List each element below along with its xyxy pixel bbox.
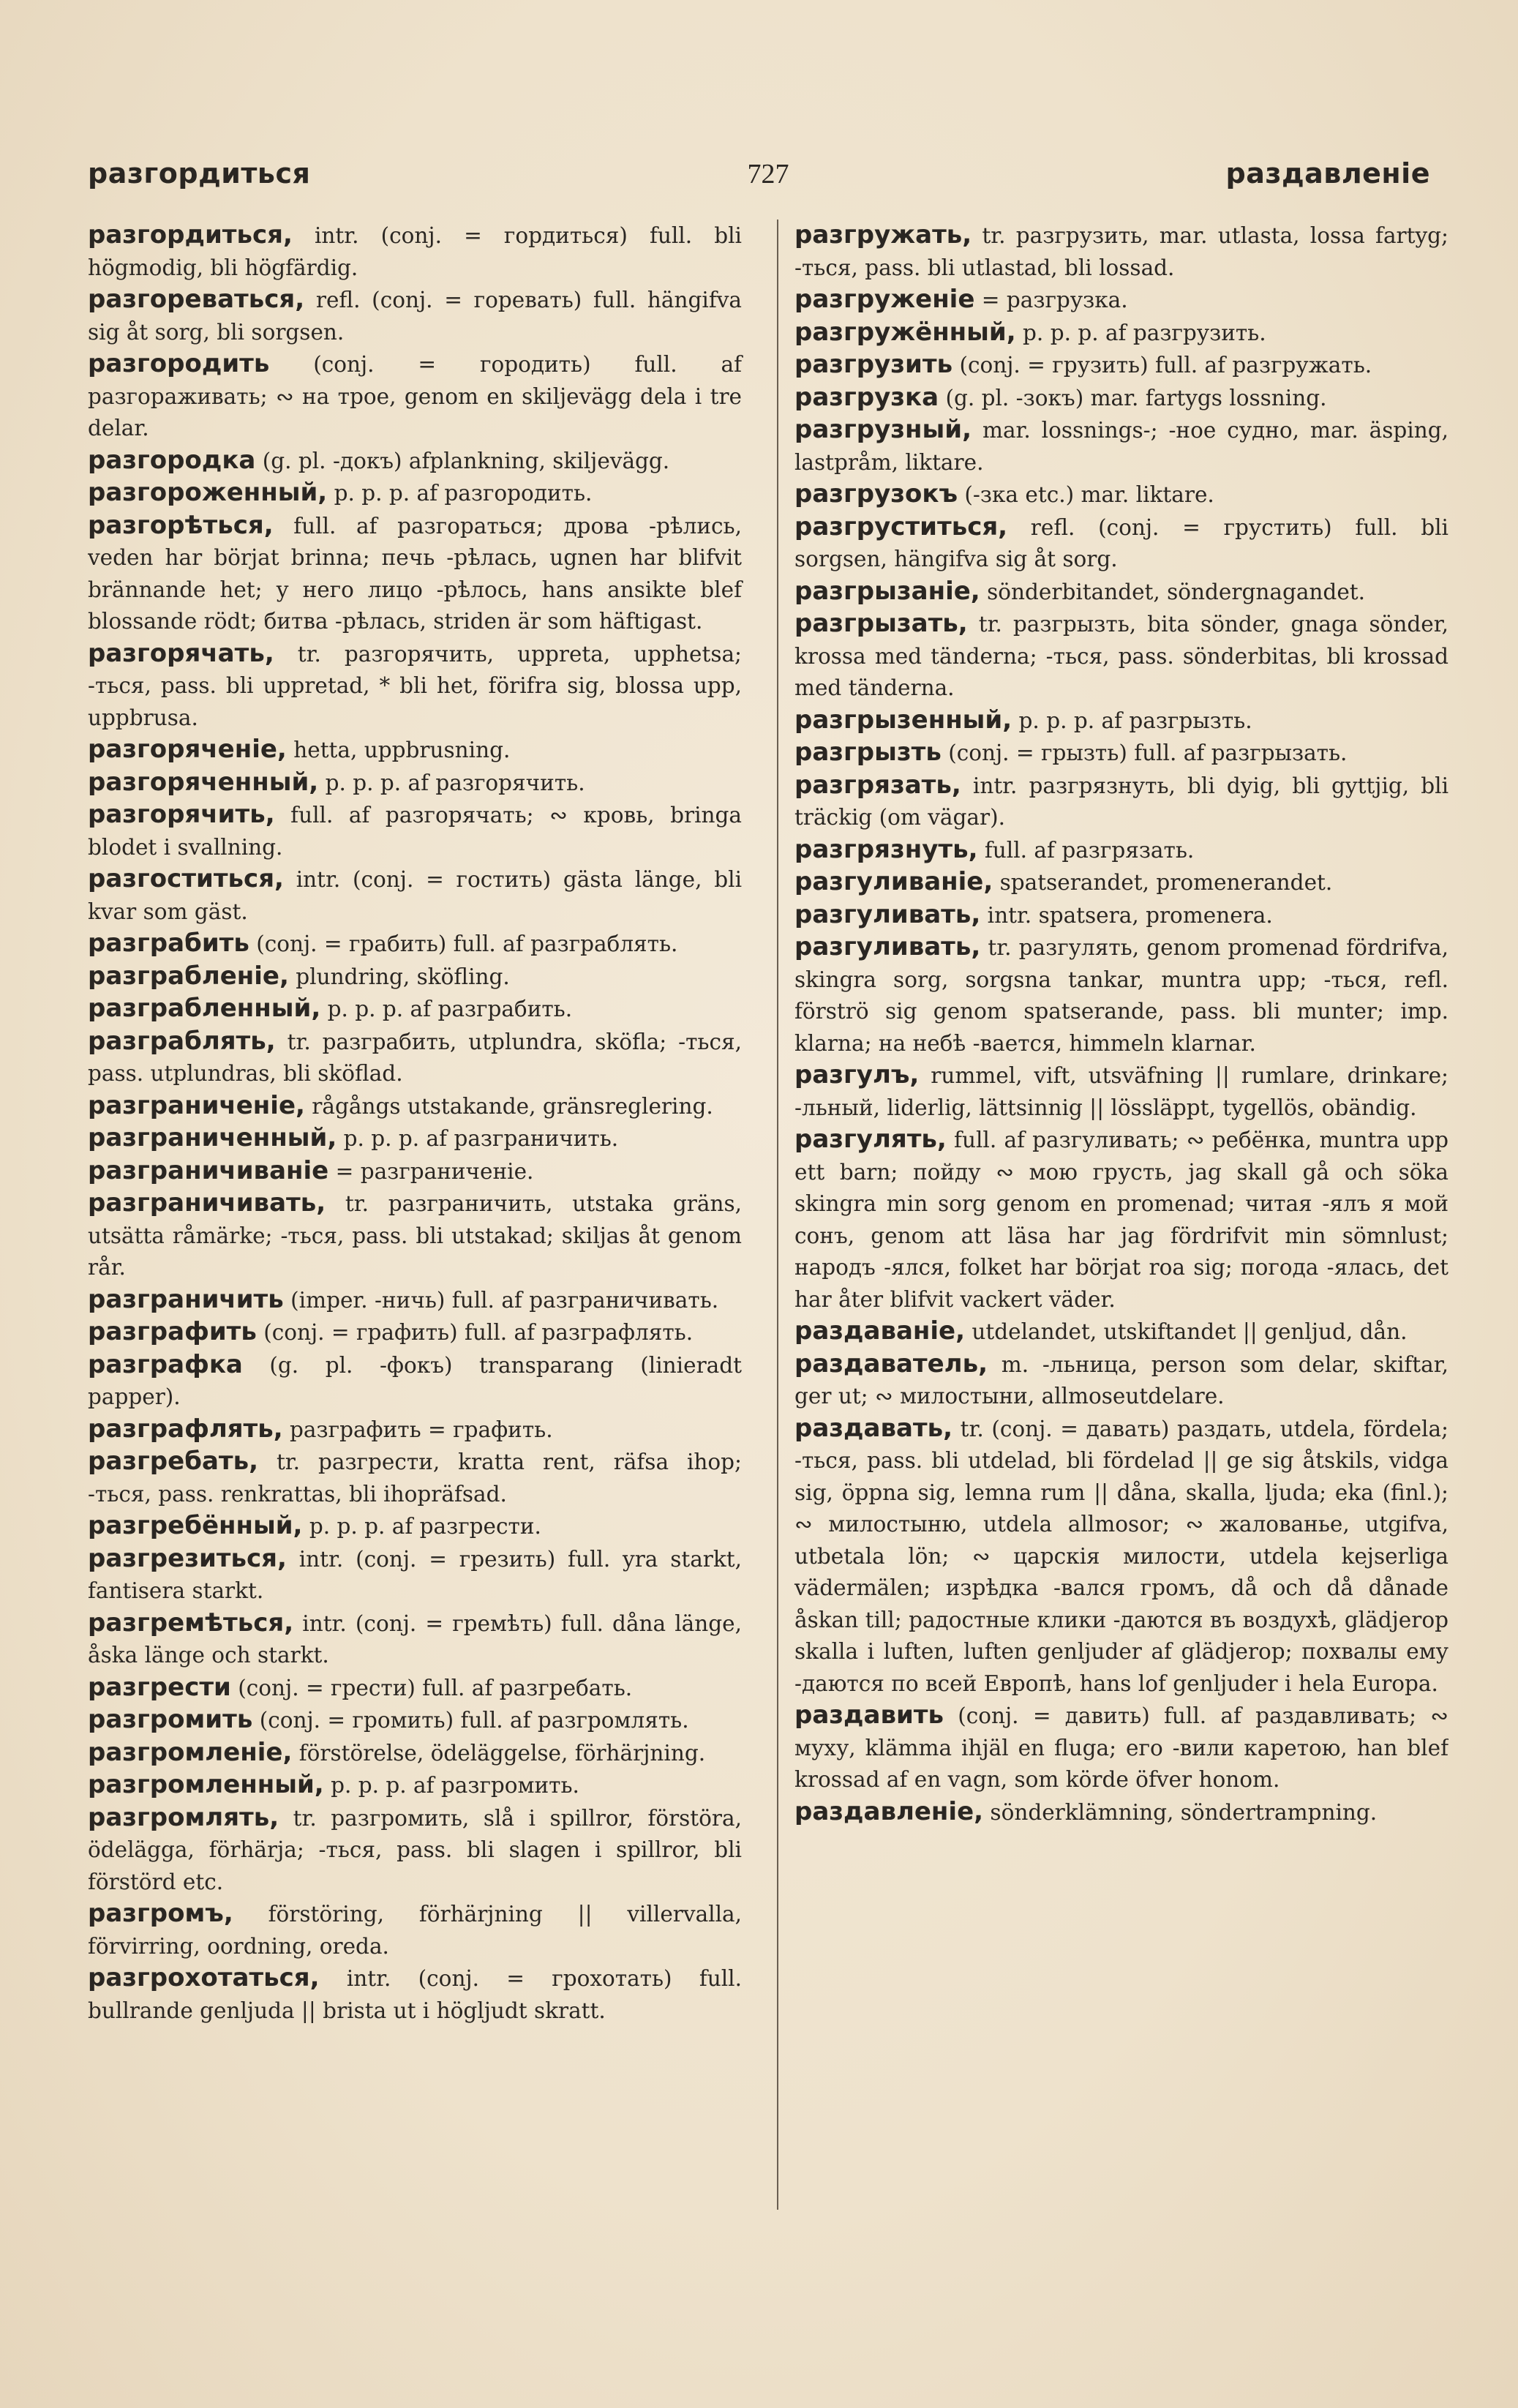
dictionary-entry bbox=[88, 1188, 742, 1284]
entry-definition: p. p. p. af разгородить. bbox=[327, 481, 593, 506]
entry-definition: p. p. p. af разгрести. bbox=[302, 1514, 541, 1539]
entry-headword: разгрузный, bbox=[794, 415, 972, 444]
entry-definition: rågångs utstakande, gränsreglering. bbox=[304, 1093, 713, 1119]
entry-headword: разграфлять, bbox=[88, 1414, 283, 1444]
entry-headword: разгрызть bbox=[794, 738, 942, 767]
entry-definition: tr. разграбить, utplundra, sköfla; -ться, pass. utplundras, bli sköflad. bbox=[88, 1029, 742, 1086]
entry-headword: разграбить bbox=[88, 929, 249, 958]
dictionary-entry bbox=[88, 1737, 742, 1770]
entry-headword: разгруститься, bbox=[794, 511, 1008, 541]
entry-definition: tr. разгулять, genom promenad fördrifva, skingra sorg, sorgsna tankar, muntra upp; -ться, refl. förströ sig genom spatserande, pass. bli munter; imp. klarna; на небѣ -вается, himmeln klarnar. bbox=[794, 935, 1449, 1056]
entry-headword: разгордиться, bbox=[88, 220, 293, 250]
dictionary-entry bbox=[88, 1349, 742, 1414]
entry-headword: разграничить bbox=[88, 1284, 284, 1314]
entry-definition: (conj. = грузить) full. af разгружать. bbox=[952, 353, 1372, 378]
entry-definition: разграфить = графить. bbox=[282, 1417, 553, 1442]
entry-headword: раздавать, bbox=[794, 1413, 953, 1443]
dictionary-entry bbox=[794, 382, 1449, 415]
entry-headword: разгорѣться, bbox=[88, 510, 274, 540]
entry-headword: разгрузить bbox=[794, 350, 953, 379]
dictionary-entry bbox=[794, 414, 1449, 479]
entry-headword: раздавленіе, bbox=[794, 1796, 984, 1826]
dictionary-entry bbox=[88, 1898, 742, 1962]
entry-definition: (conj. = городить) full. af разгораживать; ∾ на трое, genom en skiljevägg dela i tre delar. bbox=[88, 352, 742, 440]
dictionary-entry bbox=[794, 866, 1449, 899]
entry-definition: tr. разгрузить, mar. utlasta, lossa fartyg; -ться, pass. bli utlastad, bli lossad. bbox=[794, 223, 1449, 280]
entry-definition: refl. (conj. = горевать) full. hängifva sig åt sorg, bli sorgsen. bbox=[88, 288, 742, 345]
entry-headword: разгулъ, bbox=[794, 1060, 920, 1089]
dictionary-entry bbox=[88, 993, 742, 1026]
entry-headword: разгрязнуть, bbox=[794, 834, 978, 864]
entry-definition: intr. (conj. = гремѣть) full. dåna länge, åska länge och starkt. bbox=[88, 1610, 742, 1668]
entry-definition: (conj. = грабить) full. af разграблять. bbox=[249, 931, 678, 956]
entry-headword: разгореваться, bbox=[88, 285, 305, 314]
entry-definition: intr. разгрязнуть, bli dyig, bli gyttjig, bli träckig (om vägar). bbox=[794, 773, 1449, 830]
dictionary-entry bbox=[794, 220, 1449, 284]
entry-definition: p. p. p. af разграничить. bbox=[337, 1126, 619, 1151]
dictionary-entry bbox=[794, 284, 1449, 317]
entry-headword: разгребённый, bbox=[88, 1511, 303, 1540]
entry-headword: разгромленный, bbox=[88, 1770, 324, 1799]
entry-definition: förstöring, förhärjning || villervalla, förvirring, oordning, oreda. bbox=[88, 1902, 742, 1959]
dictionary-entry bbox=[794, 834, 1449, 867]
entry-definition: tr. разгрести, kratta rent, räfsa ihop; -ться, pass. renkrattas, bli ihopräfsad. bbox=[88, 1449, 742, 1507]
dictionary-entry bbox=[88, 799, 742, 863]
entry-definition: p. p. p. af разгромить. bbox=[323, 1773, 579, 1798]
entry-headword: разгуливаніе, bbox=[794, 867, 993, 896]
entry-headword: разгромленіе, bbox=[88, 1737, 293, 1767]
entry-definition: rummel, vift, utsväfning || rumlare, drinkare; -льный, liderlig, lättsinnig || lössläppt, tygellös, obändig. bbox=[794, 1063, 1449, 1120]
entry-definition: plundring, sköfling. bbox=[288, 964, 510, 989]
entry-headword: разграниченный, bbox=[88, 1123, 337, 1152]
entry-definition: tr. разгорячить, uppreta, upphetsa; -ться, pass. bli uppretad, * bli het, förifra sig, blossa upp, uppbrusa. bbox=[88, 641, 742, 730]
entry-definition: (conj. = громить) full. af разгромлять. bbox=[252, 1708, 689, 1733]
entry-definition: hetta, uppbrusning. bbox=[286, 738, 511, 762]
dictionary-entry bbox=[88, 1672, 742, 1705]
dictionary-entry bbox=[794, 737, 1449, 770]
dictionary-entry bbox=[88, 510, 742, 638]
header-left-guideword: разгордиться bbox=[88, 157, 311, 190]
dictionary-entry bbox=[88, 863, 742, 928]
left-column bbox=[88, 220, 748, 2210]
dictionary-entry bbox=[88, 1962, 742, 2027]
dictionary-entry bbox=[794, 608, 1449, 705]
dictionary-entry bbox=[88, 1608, 742, 1672]
entry-definition: intr. (conj. = грохотать) full. bullrande genljuda || brista ut i högljudt skratt. bbox=[88, 1966, 742, 2023]
running-head bbox=[88, 157, 1430, 201]
entry-headword: разгрезиться, bbox=[88, 1543, 287, 1573]
header-right-guideword: раздавленіе bbox=[1225, 157, 1430, 190]
dictionary-entry bbox=[794, 317, 1449, 350]
entry-headword: разгорячить, bbox=[88, 800, 275, 829]
entry-headword: разграфка bbox=[88, 1349, 243, 1379]
entry-definition: spatserandet, promenerandet. bbox=[993, 870, 1333, 895]
entry-definition: p. p. p. af разгрузить. bbox=[1015, 320, 1266, 345]
entry-headword: разгородить bbox=[88, 349, 270, 378]
entry-headword: разгружённый, bbox=[794, 317, 1016, 347]
dictionary-entry bbox=[88, 1414, 742, 1447]
entry-definition: intr. (conj. = грезить) full. yra starkt, fantisera starkt. bbox=[88, 1546, 742, 1603]
entry-headword: разгоряченіе, bbox=[88, 735, 287, 764]
dictionary-entry bbox=[88, 1704, 742, 1737]
entry-headword: разгрузокъ bbox=[794, 479, 958, 509]
entry-headword: разгружать, bbox=[794, 220, 972, 250]
entry-definition: (imper. -ничь) full. af разграничивать. bbox=[283, 1287, 719, 1313]
dictionary-entry bbox=[88, 477, 742, 510]
entry-definition: = разграниченіе. bbox=[328, 1158, 534, 1184]
dictionary-entry bbox=[794, 1059, 1449, 1124]
entry-columns bbox=[88, 220, 1449, 2210]
entry-headword: разгуливать, bbox=[794, 899, 981, 929]
dictionary-entry bbox=[88, 928, 742, 961]
entry-definition: (g. pl. -докъ) afplankning, skiljevägg. bbox=[255, 448, 670, 473]
dictionary-entry bbox=[88, 961, 742, 994]
entry-definition: p. p. p. af разгрызть. bbox=[1012, 708, 1252, 733]
entry-headword: разгрызенный, bbox=[794, 705, 1012, 735]
dictionary-entry bbox=[794, 349, 1449, 382]
entry-headword: разграниченіе, bbox=[88, 1090, 305, 1120]
entry-definition: full. af разгуливать; ∾ ребёнка, muntra upp ett barn; пойду ∾ мою грусть, jag skall gå och söka skingra min sorg genom en promenad; читая -ялъ я мой сонъ, genom att läsa har jag fördrifvit min sömnlust; народъ -ялся, folket har börjat roa sig; погода -ялась, det har åter blifvit vackert väder. bbox=[794, 1128, 1449, 1312]
dictionary-entry bbox=[88, 1769, 742, 1802]
dictionary-entry bbox=[88, 348, 742, 445]
entry-headword: разграблять, bbox=[88, 1026, 276, 1056]
entry-definition: full. af разгрязать. bbox=[977, 837, 1195, 863]
entry-definition: refl. (conj. = грустить) full. bli sorgsen, hängifva sig åt sorg. bbox=[794, 514, 1449, 571]
entry-definition: förstörelse, ödeläggelse, förhärjning. bbox=[292, 1740, 706, 1766]
entry-definition: sönderklämning, söndertrampning. bbox=[983, 1799, 1378, 1825]
entry-headword: раздаватель, bbox=[794, 1349, 988, 1379]
dictionary-entry bbox=[794, 705, 1449, 738]
entry-definition: intr. spatsera, promenera. bbox=[980, 902, 1273, 928]
entry-headword: разграничивать, bbox=[88, 1188, 326, 1218]
entry-definition: intr. (conj. = гостить) gästa länge, bli kvar som gäst. bbox=[88, 867, 742, 924]
dictionary-entry bbox=[88, 1155, 742, 1188]
dictionary-entry bbox=[88, 1510, 742, 1543]
entry-headword: раздаваніе, bbox=[794, 1316, 966, 1346]
entry-definition: full. af разгораться; дрова -рѣлись, veden har börjat brinna; печь -рѣлась, ugnen har blifvit brännande het; у него лицо -рѣлось, hans ansikte blef blossande rödt; битва -рѣлась, striden är som häftigast. bbox=[88, 513, 742, 634]
dictionary-entry bbox=[88, 1026, 742, 1090]
dictionary-entry bbox=[88, 1543, 742, 1608]
dictionary-entry bbox=[88, 1316, 742, 1349]
entry-definition: (conj. = грызть) full. af разгрызать. bbox=[941, 740, 1348, 765]
dictionary-entry bbox=[88, 638, 742, 735]
entry-headword: разгрести bbox=[88, 1672, 231, 1702]
entry-headword: разгоститься, bbox=[88, 864, 284, 893]
dictionary-entry bbox=[88, 284, 742, 348]
entry-definition: (conj. = давить) full. af раздавливать; ∾ муху, klämma ihjäl en fluga; его -вили каретою, han blef krossad af en vagn, som körde öfver honom. bbox=[794, 1703, 1449, 1792]
dictionary-entry bbox=[794, 899, 1449, 932]
entry-headword: разграбленіе, bbox=[88, 961, 289, 991]
entry-headword: разгромъ, bbox=[88, 1899, 233, 1928]
dictionary-entry bbox=[88, 445, 742, 478]
entry-headword: разгрызать, bbox=[794, 609, 968, 638]
entry-headword: разгруженіе bbox=[794, 285, 975, 314]
dictionary-entry bbox=[794, 931, 1449, 1059]
dictionary-entry bbox=[794, 770, 1449, 834]
dictionary-entry bbox=[794, 1700, 1449, 1796]
entry-headword: разгуливать, bbox=[794, 932, 981, 961]
entry-definition: full. af разгорячать; ∾ кровь, bringa blodet i svallning. bbox=[88, 803, 742, 860]
dictionary-entry bbox=[794, 1316, 1449, 1349]
right-column bbox=[777, 220, 1449, 2210]
entry-headword: разгрызаніе, bbox=[794, 576, 980, 606]
dictionary-entry bbox=[88, 1446, 742, 1510]
dictionary-entry bbox=[794, 1413, 1449, 1700]
entry-headword: раздавить bbox=[794, 1700, 944, 1730]
dictionary-entry bbox=[794, 1349, 1449, 1413]
dictionary-entry bbox=[88, 1090, 742, 1123]
entry-definition: tr. (conj. = давать) раздать, utdela, fördela; -ться, pass. bli utdelad, bli fördelad || ge sig åtskils, vidga sig, öppna sig, lemna rum || dåna, skalla, ljuda; eka (finl.); ∾ милостыню, utdela allmosor; ∾ жалованье, utgifva, utbetala lön; ∾ царскія милости, utdela kejserliga vädermälen; изрѣдка -вался громъ, då och då dånade åskan till; радостные клики -даются въ воздухѣ, glädjerop skalla i luften, luften genljuder af glädjerop; похвалы ему -даются по всей Европѣ, hans lof genljuder i hela Europa. bbox=[794, 1416, 1449, 1696]
dictionary-entry bbox=[88, 734, 742, 767]
entry-headword: разгорячать, bbox=[88, 638, 274, 668]
dictionary-entry bbox=[88, 1122, 742, 1155]
dictionary-entry bbox=[794, 1124, 1449, 1316]
entry-definition: (g. pl. -зокъ) mar. fartygs lossning. bbox=[939, 385, 1327, 410]
dictionary-entry bbox=[88, 1802, 742, 1899]
dictionary-entry bbox=[88, 1284, 742, 1317]
entry-headword: разграничиваніе bbox=[88, 1155, 329, 1185]
entry-definition: (g. pl. -фокъ) transparang (linieradt papper). bbox=[88, 1352, 742, 1409]
entry-definition: mar. lossnings-; -ное судно, mar. äsping, lastpråm, liktare. bbox=[794, 418, 1449, 475]
entry-definition: tr. разграничить, utstaka gräns, utsätta råmärke; -ться, pass. bli utstakad; skiljas åt genom rår. bbox=[88, 1191, 742, 1280]
dictionary-entry bbox=[794, 576, 1449, 609]
entry-headword: разграбленный, bbox=[88, 994, 321, 1023]
entry-definition: (conj. = грести) full. af разгребать. bbox=[230, 1675, 633, 1700]
entry-headword: разграфить bbox=[88, 1317, 257, 1346]
entry-definition: (-зка etc.) mar. liktare. bbox=[958, 482, 1214, 507]
entry-headword: разгремѣться, bbox=[88, 1608, 294, 1638]
entry-definition: intr. (conj. = гордиться) full. bli högmodig, bli högfärdig. bbox=[88, 223, 742, 280]
dictionary-entry bbox=[794, 511, 1449, 576]
entry-definition: p. p. p. af разгорячить. bbox=[318, 770, 585, 795]
entry-headword: разгромлять, bbox=[88, 1802, 279, 1832]
entry-definition: tr. разгрызть, bita sönder, gnaga sönder, krossa med tänderna; -ться, pass. sönderbitas, bli krossad med tänderna. bbox=[794, 612, 1449, 700]
entry-headword: разгороженный, bbox=[88, 478, 328, 507]
entry-definition: tr. разгромить, slå i spillror, förstöra, ödelägga, förhärja; -ться, pass. bli slagen i spillror, bli förstörd etc. bbox=[88, 1805, 742, 1894]
entry-definition: p. p. p. af разграбить. bbox=[320, 997, 573, 1021]
dictionary-entry bbox=[88, 767, 742, 800]
entry-headword: разгрузка bbox=[794, 382, 939, 412]
entry-definition: utdelandet, utskiftandet || genljud, dån. bbox=[965, 1319, 1408, 1344]
entry-definition: = разгрузка. bbox=[974, 288, 1128, 312]
entry-headword: разгромить bbox=[88, 1705, 253, 1734]
entry-definition: m. -льница, person som delar, skiftar, ger ut; ∾ милостыни, allmoseutdelare. bbox=[794, 1351, 1449, 1409]
dictionary-entry bbox=[794, 1796, 1449, 1829]
entry-headword: разгрохотаться, bbox=[88, 1963, 320, 1992]
dictionary-entry bbox=[88, 220, 742, 284]
dictionary-entry bbox=[794, 479, 1449, 511]
entry-headword: разгребать, bbox=[88, 1447, 259, 1476]
entry-headword: разгородка bbox=[88, 445, 256, 475]
entry-definition: (conj. = графить) full. af разграфлять. bbox=[256, 1320, 694, 1345]
entry-definition: sönderbitandet, söndergnagandet. bbox=[980, 579, 1366, 604]
entry-headword: разгрязать, bbox=[794, 770, 961, 800]
entry-headword: разгоряченный, bbox=[88, 767, 319, 797]
page-number: 727 bbox=[747, 159, 789, 190]
entry-headword: разгулять, bbox=[794, 1125, 947, 1154]
